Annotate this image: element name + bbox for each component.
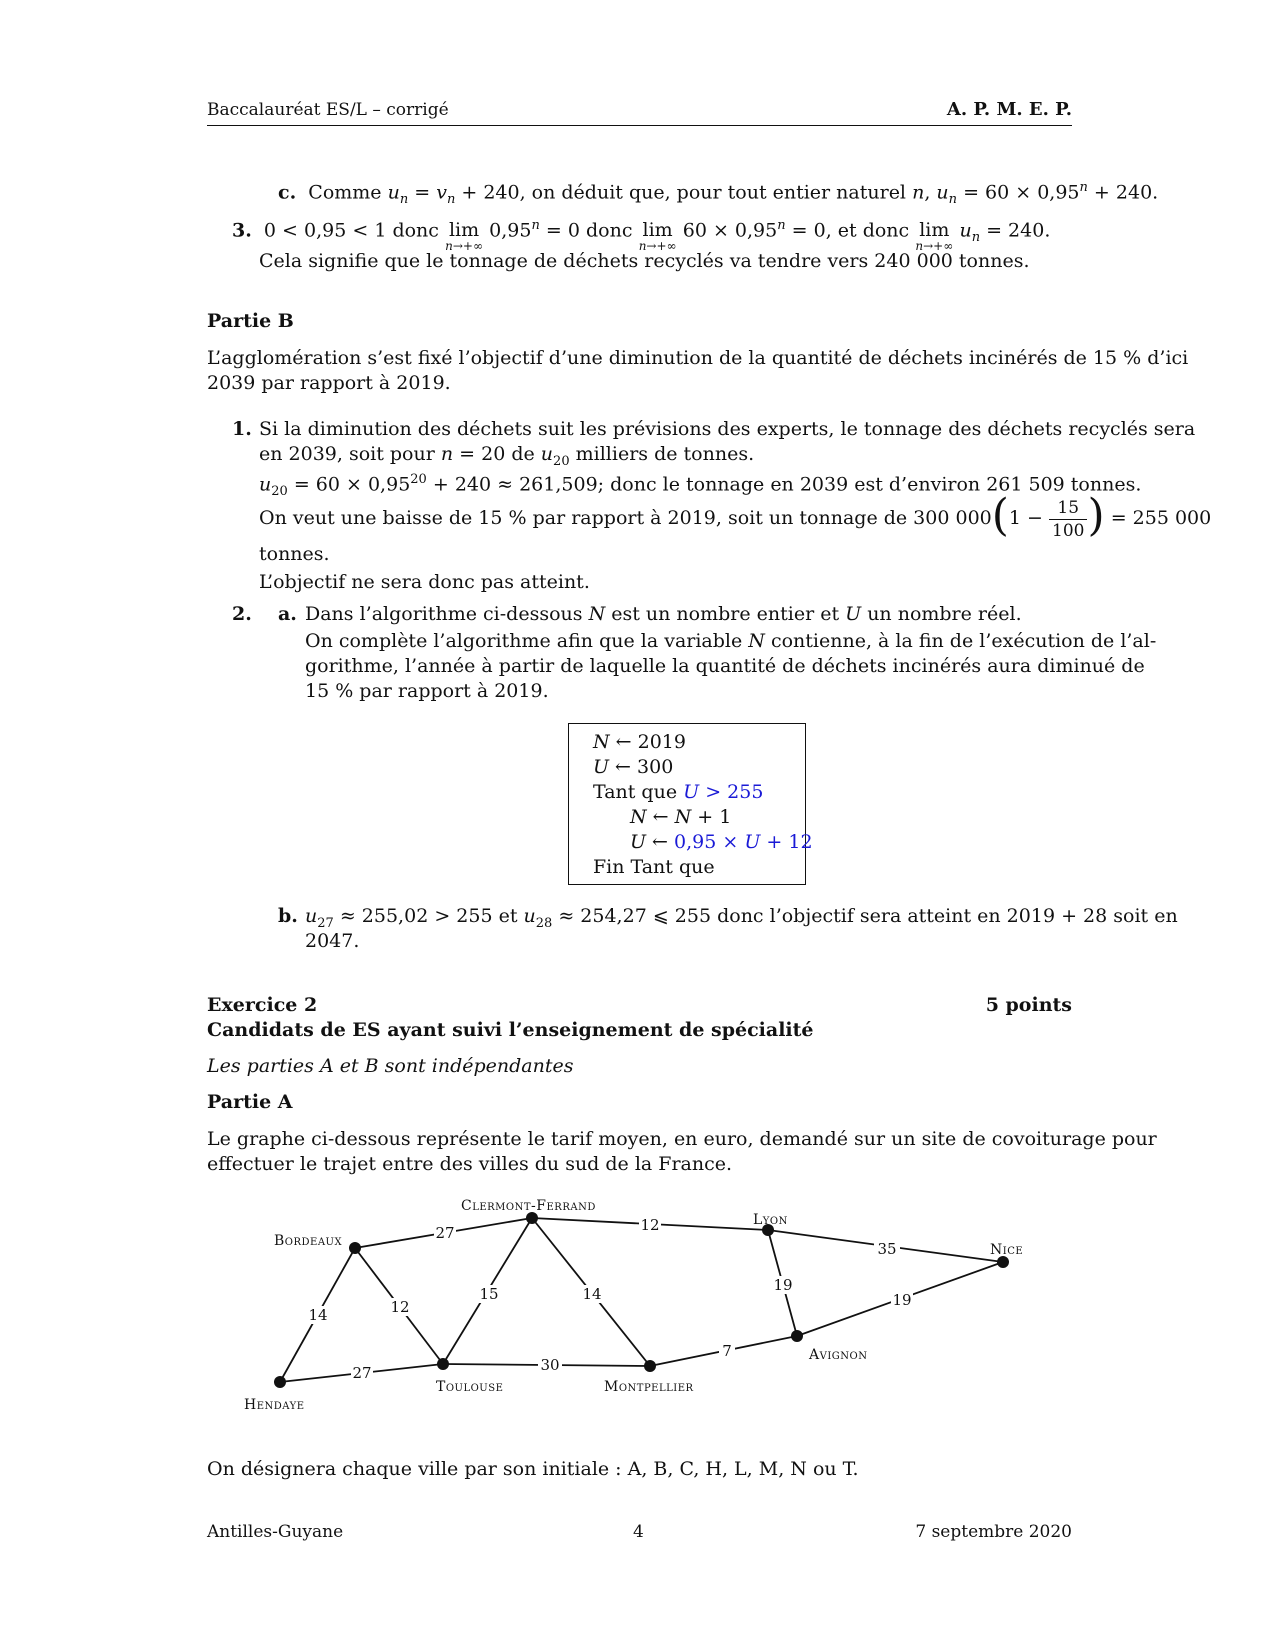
partie-b-title: Partie B: [207, 310, 294, 332]
weight-toulouse-montpellier: 30: [540, 1356, 560, 1374]
weight-montpellier-avignon: 7: [722, 1342, 732, 1360]
algo-line-4: N ← N + 1: [630, 806, 732, 828]
q2a-line3: gorithme, l’année à partir de laquelle la quantité de déchets incinérés aura diminué de: [305, 655, 1145, 677]
city-bordeaux: Bordeaux: [274, 1233, 343, 1249]
algo-line-2: U ← 300: [593, 756, 674, 778]
header-right: A. P. M. E. P.: [946, 99, 1072, 120]
q2a-line2: On complète l’algorithme afin que la variable N contienne, à la fin de l’exécution de l’al-: [305, 630, 1157, 652]
weight-avignon-nice: 19: [892, 1291, 912, 1309]
exercise-2-closing: On désignera chaque ville par son initiale : A, B, C, H, L, M, N ou T.: [207, 1458, 859, 1480]
question-c-label: c.: [278, 181, 297, 204]
header-left: Baccalauréat ES/L – corrigé: [207, 100, 449, 120]
q2b-line1: $u_{27} \approx 255,02 > 255$ et $u_{28} \approx 254,27$ ⩽ 255 donc l’objectif sera atteint en 2019 + 28 soit en: [305, 905, 1178, 931]
weight-hendaye-toulouse: 27: [352, 1364, 372, 1382]
exercise-2-title: Exercice 2: [207, 994, 318, 1016]
algo-line-5: U ← 0,95 × U + 12: [630, 831, 813, 853]
question-c: c. Comme $u_n = v_n + 240$, on déduit que, pour tout entier naturel n, $u_n = 60 \times 0,95^n + 240$.: [278, 180, 1159, 208]
city-clermont: Clermont-Ferrand: [461, 1198, 596, 1214]
weight-bordeaux-toulouse: 12: [390, 1298, 410, 1316]
algo-line-6: Fin Tant que: [593, 856, 715, 878]
partie-b-intro-2: 2039 par rapport à 2019.: [207, 372, 451, 394]
algo-line-1: N ← 2019: [593, 731, 686, 753]
node-hendaye: [274, 1376, 286, 1388]
footer-page-number: 4: [633, 1522, 644, 1542]
question-3-conclusion: Cela signifie que le tonnage de déchets recyclés va tendre vers 240 000 tonnes.: [259, 250, 1030, 272]
weight-clermont-lyon: 12: [640, 1216, 660, 1234]
partie-a-title: Partie A: [207, 1091, 293, 1113]
exercise-2-subtitle: Candidats de ES ayant suivi l’enseignement de spécialité: [207, 1019, 814, 1041]
exercise-2-points: 5 points: [985, 994, 1072, 1016]
partie-b-intro-1: L’agglomération s’est fixé l’objectif d’une diminution de la quantité de déchets incinérés de 15 % d’ici: [207, 347, 1189, 369]
weight-bordeaux-hendaye: 14: [308, 1306, 328, 1324]
city-avignon: Avignon: [809, 1347, 868, 1363]
city-lyon: Lyon: [753, 1212, 788, 1228]
weight-lyon-avignon: 19: [773, 1276, 793, 1294]
q2b-label: b.: [278, 905, 298, 927]
q1-label: 1.: [232, 418, 252, 440]
q2b-line2: 2047.: [305, 930, 360, 952]
city-toulouse: Toulouse: [436, 1379, 504, 1395]
weight-clermont-toulouse: 15: [479, 1285, 499, 1303]
footer-left: Antilles-Guyane: [207, 1522, 344, 1542]
weight-lyon-nice: 35: [877, 1240, 897, 1258]
algo-line-3: Tant que U > 255: [593, 781, 764, 803]
exercise-2-intro-2: effectuer le trajet entre des villes du sud de la France.: [207, 1153, 733, 1175]
city-nice: Nice: [990, 1242, 1024, 1258]
q1-line6: L’objectif ne sera donc pas atteint.: [259, 571, 590, 593]
footer-right: 7 septembre 2020: [915, 1522, 1072, 1542]
city-hendaye: Hendaye: [244, 1397, 305, 1413]
q2a-label: a.: [278, 603, 297, 625]
q1-line2: en 2039, soit pour n = 20 de $u_{20}$ milliers de tonnes.: [259, 443, 755, 469]
q1-line1: Si la diminution des déchets suit les prévisions des experts, le tonnage des déchets recyclés sera: [259, 418, 1196, 440]
weight-clermont-montpellier: 14: [582, 1285, 602, 1303]
exercise-2-intro-1: Le graphe ci-dessous représente le tarif moyen, en euro, demandé sur un site de covoiturage pour: [207, 1128, 1157, 1150]
node-montpellier: [644, 1360, 656, 1372]
q2-label: 2.: [232, 603, 252, 625]
q1-line5: tonnes.: [259, 543, 330, 565]
q2a-line4: 15 % par rapport à 2019.: [305, 680, 549, 702]
node-bordeaux: [349, 1242, 361, 1254]
weight-bordeaux-clermont: 27: [435, 1224, 455, 1242]
q2a-line1: Dans l’algorithme ci-dessous N est un nombre entier et U un nombre réel.: [305, 603, 1022, 625]
node-toulouse: [437, 1358, 449, 1370]
q1-line4: On veut une baisse de 15 % par rapport à 2019, soit un tonnage de 300 000(1 − $\frac{15}{100}$ ) = 255 000: [259, 490, 1212, 541]
node-avignon: [791, 1330, 803, 1342]
question-3: 3. 0 < 0,95 < 1 donc lim n→+∞ $0,95^n = 0$ donc lim n→+∞ $60 \times 0,95^n = 0$, et donc lim n→+∞ $u_n = 240$.: [232, 218, 1051, 254]
exercise-2-note: Les parties A et B sont indépendantes: [207, 1055, 574, 1077]
q1-line3: $u_{20} = 60 \times 0,95^{20} + 240 \approx 261,509$; donc le tonnage en 2039 est d’environ 261 509 tonnes.: [259, 472, 1142, 500]
city-montpellier: Montpellier: [604, 1379, 694, 1395]
